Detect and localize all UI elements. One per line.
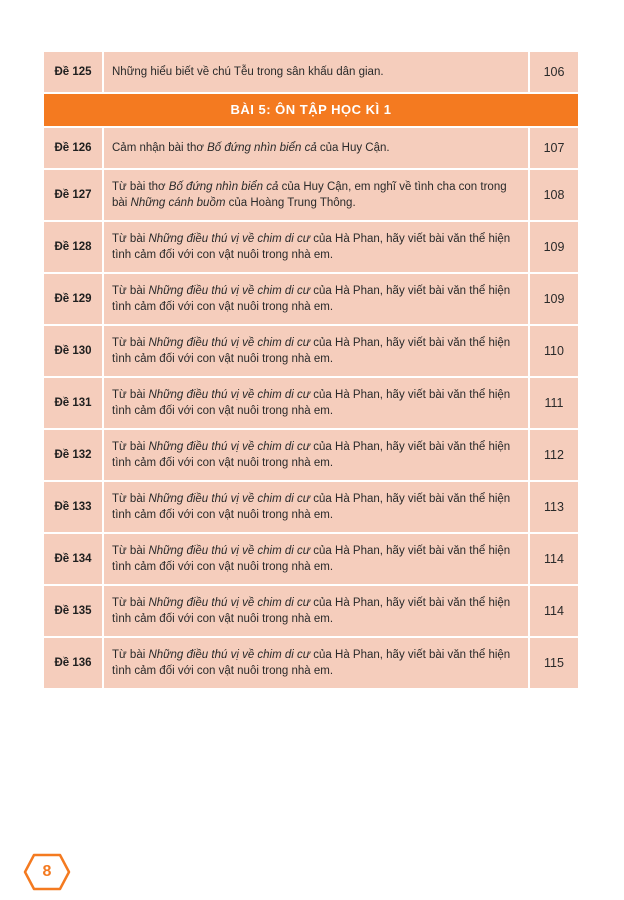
exercise-title: Từ bài Những điều thú vị về chim di cư của Hà Phan, hãy viết bài văn thể hiện tình cảm đối với con vật nuôi trong nhà em. <box>104 586 530 638</box>
toc-row <box>44 170 578 222</box>
exercise-title: Từ bài Những điều thú vị về chim di cư của Hà Phan, hãy viết bài văn thể hiện tình cảm đối với con vật nuôi trong nhà em. <box>104 638 530 690</box>
exercise-code: Đề 125 <box>44 52 104 94</box>
toc-row <box>44 430 578 482</box>
exercise-code: Đề 132 <box>44 430 104 482</box>
page-number-badge <box>22 852 72 892</box>
page-ref: 112 <box>530 430 578 482</box>
exercise-code: Đề 127 <box>44 170 104 222</box>
page-ref: 111 <box>530 378 578 430</box>
exercise-title: Từ bài Những điều thú vị về chim di cư của Hà Phan, hãy viết bài văn thể hiện tình cảm đối với con vật nuôi trong nhà em. <box>104 534 530 586</box>
toc-row <box>44 534 578 586</box>
page-ref: 113 <box>530 482 578 534</box>
exercise-title: Từ bài Những điều thú vị về chim di cư của Hà Phan, hãy viết bài văn thể hiện tình cảm đối với con vật nuôi trong nhà em. <box>104 326 530 378</box>
page-ref: 114 <box>530 586 578 638</box>
page-ref: 115 <box>530 638 578 690</box>
page-ref: 109 <box>530 274 578 326</box>
section-header-row <box>44 94 578 128</box>
table-of-contents <box>44 52 578 690</box>
exercise-code: Đề 126 <box>44 128 104 170</box>
exercise-title: Từ bài Những điều thú vị về chim di cư của Hà Phan, hãy viết bài văn thể hiện tình cảm đối với con vật nuôi trong nhà em. <box>104 378 530 430</box>
page-ref: 108 <box>530 170 578 222</box>
page-ref: 109 <box>530 222 578 274</box>
toc-row <box>44 378 578 430</box>
toc-row <box>44 482 578 534</box>
exercise-code: Đề 136 <box>44 638 104 690</box>
page-ref: 107 <box>530 128 578 170</box>
toc-row <box>44 274 578 326</box>
section-title: BÀI 5: ÔN TẬP HỌC KÌ 1 <box>44 94 578 128</box>
exercise-code: Đề 135 <box>44 586 104 638</box>
page-number: 8 <box>42 863 52 880</box>
toc-row <box>44 586 578 638</box>
exercise-title: Từ bài thơ Bố đứng nhìn biển cả của Huy Cận, em nghĩ về tình cha con trong bài Những cánh buồm của Hoàng Trung Thông. <box>104 170 530 222</box>
exercise-code: Đề 128 <box>44 222 104 274</box>
toc-row <box>44 326 578 378</box>
exercise-title: Từ bài Những điều thú vị về chim di cư của Hà Phan, hãy viết bài văn thể hiện tình cảm đối với con vật nuôi trong nhà em. <box>104 482 530 534</box>
page-ref: 106 <box>530 52 578 94</box>
exercise-title: Từ bài Những điều thú vị về chim di cư của Hà Phan, hãy viết bài văn thể hiện tình cảm đối với con vật nuôi trong nhà em. <box>104 222 530 274</box>
page-ref: 110 <box>530 326 578 378</box>
toc-row <box>44 52 578 94</box>
exercise-title: Từ bài Những điều thú vị về chim di cư của Hà Phan, hãy viết bài văn thể hiện tình cảm đối với con vật nuôi trong nhà em. <box>104 430 530 482</box>
toc-row <box>44 222 578 274</box>
toc-row <box>44 638 578 690</box>
exercise-code: Đề 130 <box>44 326 104 378</box>
exercise-title: Cảm nhận bài thơ Bố đứng nhìn biển cả của Huy Cận. <box>104 128 530 170</box>
exercise-code: Đề 133 <box>44 482 104 534</box>
toc-row <box>44 128 578 170</box>
exercise-code: Đề 129 <box>44 274 104 326</box>
page-ref: 114 <box>530 534 578 586</box>
exercise-code: Đề 131 <box>44 378 104 430</box>
exercise-title: Những hiểu biết về chú Tễu trong sân khấu dân gian. <box>104 52 530 94</box>
exercise-code: Đề 134 <box>44 534 104 586</box>
exercise-title: Từ bài Những điều thú vị về chim di cư của Hà Phan, hãy viết bài văn thể hiện tình cảm đối với con vật nuôi trong nhà em. <box>104 274 530 326</box>
